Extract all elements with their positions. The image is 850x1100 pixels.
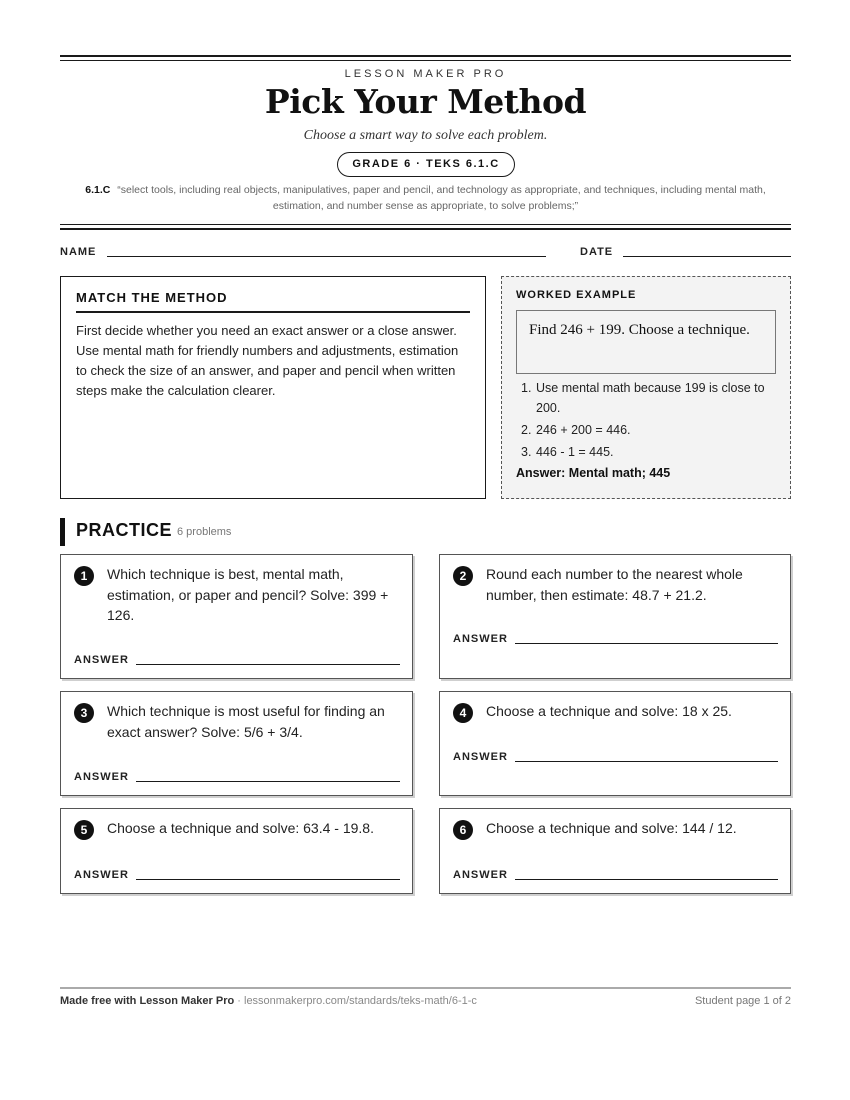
- date-label: DATE: [580, 246, 614, 258]
- answer-label: ANSWER: [74, 771, 129, 783]
- problem-card-5: [60, 808, 413, 894]
- problem-text: Choose a technique and solve: 63.4 - 19.8.: [107, 820, 374, 836]
- page-subtitle: Choose a smart way to solve each problem.: [303, 128, 548, 143]
- match-method-panel: [60, 276, 486, 499]
- practice-title: PRACTICE: [76, 520, 173, 540]
- practice-accent-bar: [60, 518, 65, 546]
- problem-text: Choose a technique and solve: 18 x 25.: [486, 703, 732, 719]
- problem-number-badge: 4: [453, 703, 473, 723]
- answer-field-6[interactable]: [515, 869, 778, 880]
- problem-text: Which technique is best, mental math, estimation, or paper and pencil? Solve: 399 + 126.: [107, 566, 389, 623]
- name-field[interactable]: [107, 246, 546, 257]
- answer-field-1[interactable]: [136, 654, 400, 665]
- match-method-title: MATCH THE METHOD: [76, 290, 470, 313]
- page-title: Pick Your Method: [264, 82, 587, 121]
- worked-step: [516, 378, 776, 418]
- answer-label: ANSWER: [74, 654, 129, 666]
- footer-page-number: Student page 1 of 2: [694, 995, 791, 1007]
- divider-thick: [60, 228, 791, 230]
- practice-count: 6 problems: [177, 526, 232, 538]
- problem-text: Which technique is most useful for finding an exact answer? Solve: 5/6 + 3/4.: [107, 703, 385, 740]
- problem-number-badge: 3: [74, 703, 94, 723]
- step-text: 246 + 200 = 446.: [536, 423, 631, 437]
- step-number: 3.: [521, 445, 532, 459]
- header-rule-thin: [60, 60, 791, 61]
- worked-step: [516, 420, 776, 440]
- footer-rule: [60, 987, 791, 989]
- step-number: 2.: [521, 423, 532, 437]
- worked-example-steps: [516, 378, 776, 462]
- divider-thin: [60, 224, 791, 225]
- standard-code: 6.1.C: [85, 184, 111, 196]
- answer-label: ANSWER: [453, 633, 508, 645]
- answer-field-3[interactable]: [136, 771, 400, 782]
- problem-card-1: [60, 554, 413, 679]
- answer-label: ANSWER: [453, 869, 508, 881]
- answer-label: ANSWER: [74, 869, 129, 881]
- footer-credit: [60, 995, 477, 1007]
- problem-card-6: [439, 808, 791, 894]
- worked-step: [516, 442, 776, 462]
- footer-url: · lessonmakerpro.com/standards/teks-math/6-1-c: [234, 995, 477, 1007]
- problem-number-badge: 1: [74, 566, 94, 586]
- name-label: NAME: [60, 246, 97, 258]
- date-field[interactable]: [623, 246, 791, 257]
- answer-field-5[interactable]: [136, 869, 400, 880]
- brand-name: LESSON MAKER PRO: [344, 68, 507, 80]
- worked-example-panel: [501, 276, 791, 499]
- problem-text: Round each number to the nearest whole number, then estimate: 48.7 + 21.2.: [486, 566, 743, 603]
- step-text: 446 - 1 = 445.: [536, 445, 614, 459]
- problem-number-badge: 6: [453, 820, 473, 840]
- problem-card-2: [439, 554, 791, 679]
- worked-example-title: WORKED EXAMPLE: [516, 289, 637, 301]
- standard-text: “select tools, including real objects, manipulatives, paper and pencil, and technology as appropriate, and techniques, including mental math, estimation, and number sense as appropriate, to solve problems;”: [117, 184, 766, 212]
- step-number: 1.: [521, 381, 532, 395]
- answer-field-2[interactable]: [515, 633, 778, 644]
- footer-made-with: Made free with Lesson Maker Pro: [60, 995, 235, 1007]
- standard-description: [60, 182, 791, 214]
- grade-badge: GRADE 6 · TEKS 6.1.C: [337, 152, 515, 177]
- problem-number-badge: 2: [453, 566, 473, 586]
- problem-number-badge: 5: [74, 820, 94, 840]
- answer-field-4[interactable]: [515, 751, 778, 762]
- header-rule-thick: [60, 55, 791, 57]
- worked-example-answer: Answer: Mental math; 445: [516, 466, 671, 480]
- problem-text: Choose a technique and solve: 144 / 12.: [486, 820, 737, 836]
- step-text: Use mental math because 199 is close to 200.: [536, 381, 765, 415]
- worksheet-page: [60, 0, 791, 1100]
- problem-card-3: [60, 691, 413, 796]
- worked-example-problem: Find 246 + 199. Choose a technique.: [516, 310, 776, 374]
- match-method-text: First decide whether you need an exact answer or a close answer. Use mental math for friendly numbers and adjustments, estimation to check the size of an answer, and paper and pencil when written steps make the calculation clearer.: [76, 323, 459, 398]
- answer-label: ANSWER: [453, 751, 508, 763]
- problem-card-4: [439, 691, 791, 796]
